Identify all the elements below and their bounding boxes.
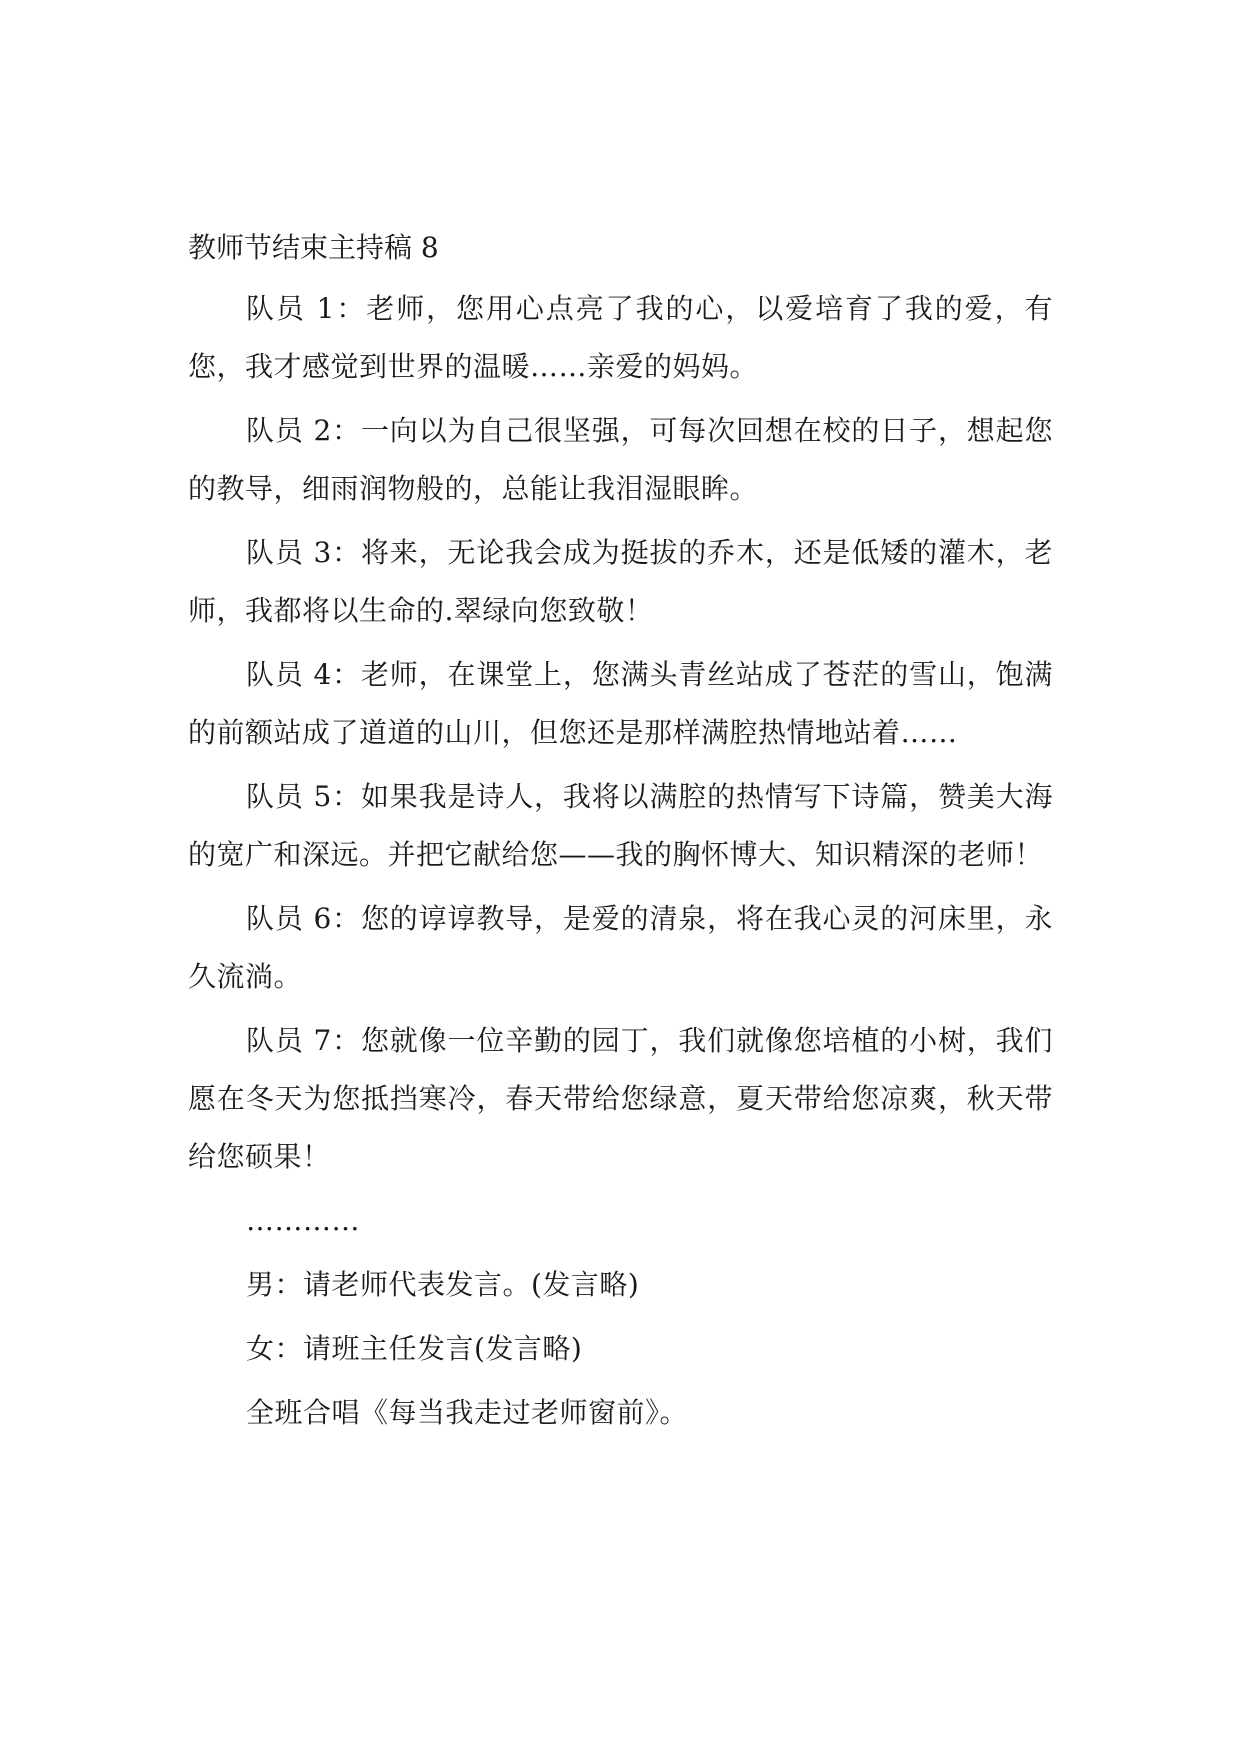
paragraph-member-5: 队员 5：如果我是诗人，我将以满腔的热情写下诗篇，赞美大海的宽广和深远。并把它献给您——我的胸怀博大、知识精深的老师！: [188, 780, 1053, 871]
document-body: [188, 222, 1053, 1448]
paragraph-member-6: 队员 6：您的谆谆教导，是爱的清泉，将在我心灵的河床里，永久流淌。: [188, 902, 1053, 993]
paragraph-member-2: 队员 2：一向以为自己很坚强，可每次回想在校的日子，想起您的教导，细雨润物般的，总能让我泪湿眼眸。: [188, 414, 1053, 505]
male-host-line: 男：请老师代表发言。(发言略): [246, 1268, 640, 1301]
paragraph-member-7: 队员 7：您就像一位辛勤的园丁，我们就像您培植的小树，我们愿在冬天为您抵挡寒冷，春天带给您绿意，夏天带给您凉爽，秋天带给您硕果！: [188, 1024, 1053, 1173]
document-title: 教师节结束主持稿 8: [188, 231, 439, 264]
class-chorus-line: 全班合唱《每当我走过老师窗前》。: [246, 1396, 689, 1429]
female-host-line: 女：请班主任发言(发言略): [246, 1332, 583, 1365]
paragraph-member-1: 队员 1：老师，您用心点亮了我的心，以爱培育了我的爱，有您，我才感觉到世界的温暖……亲爱的妈妈。: [188, 292, 1053, 383]
paragraph-member-4: 队员 4：老师，在课堂上，您满头青丝站成了苍茫的雪山，饱满的前额站成了道道的山川，但您还是那样满腔热情地站着……: [188, 658, 1053, 749]
paragraph-member-3: 队员 3：将来，无论我会成为挺拔的乔木，还是低矮的灌木，老师，我都将以生命的.翠绿向您致敬！: [188, 536, 1053, 627]
ellipsis-line: …………: [246, 1204, 360, 1237]
